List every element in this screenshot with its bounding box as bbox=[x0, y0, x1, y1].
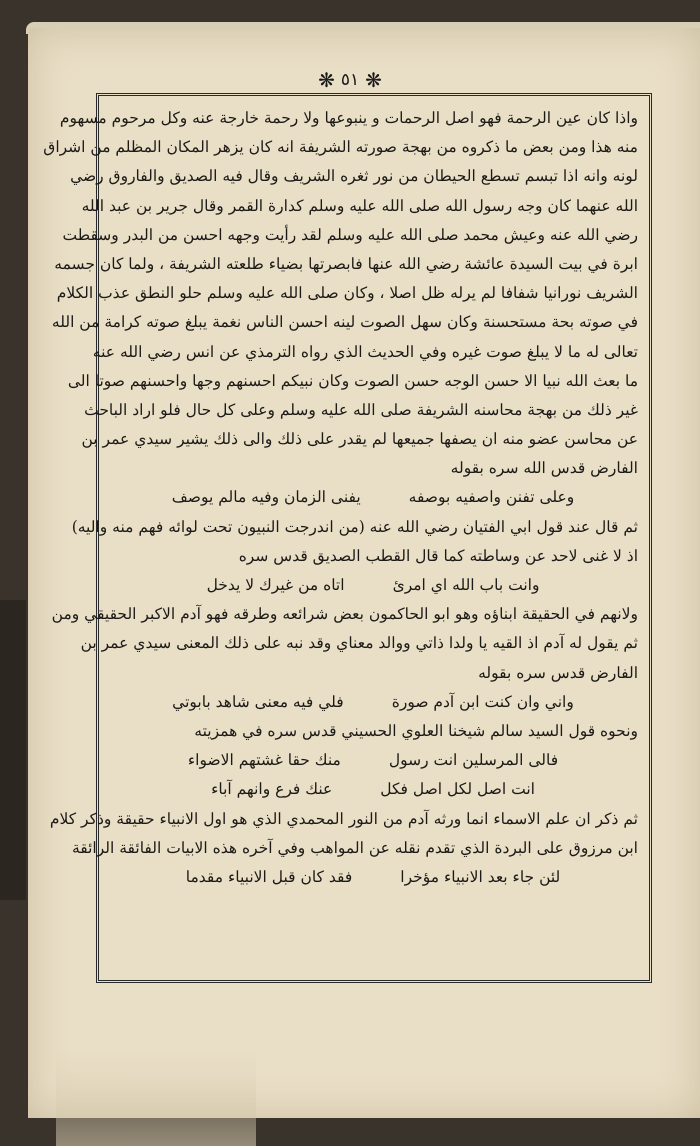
verse-hemistich: لئن جاء بعد الانبياء مؤخرا bbox=[400, 867, 561, 886]
verse-hemistich: فقد كان قبل الانبياء مقدما bbox=[185, 867, 353, 886]
text-line: عن محاسن عضو منه ان يصفها جميعها لم يقدر على ذلك والى ذلك يشير سيدي عمر بن bbox=[81, 430, 638, 449]
text-line: ثم قال عند قول ابي الفتيان رضي الله عنه (من اندرجت النبيون تحت لوائه فهم منه واليه) bbox=[71, 517, 638, 536]
verse bbox=[108, 863, 638, 892]
text-line: الله عنهما كان وجه رسول الله صلى الله عليه وسلم كدارة القمر وقال جرير بن عبد الله bbox=[81, 196, 638, 215]
text-line: ثم ذكر ان علم الاسماء انما ورثه آدم من النور المحمدي الذي هو اول الانبياء حقيقة وذكر كلام bbox=[49, 809, 638, 828]
text-line: ابن مرزوق على البردة الذي تقدم نقله عن المواهب وفي آخره هذه الابيات الفائقة الرائقة bbox=[71, 838, 638, 857]
text-line: واذا كان عين الرحمة فهو اصل الرحمات و ينبوعها ولا رحمة خارجة عنه وكل مرحوم مسهوم bbox=[59, 109, 638, 127]
verse bbox=[108, 571, 638, 600]
verse-hemistich: انت اصل لكل اصل فكل bbox=[380, 780, 535, 799]
ornament-icon: ❋ bbox=[318, 68, 335, 92]
text-line: الفارض قدس الله سره بقوله bbox=[450, 459, 638, 478]
verse-hemistich: اتاه من غيرك لا يدخل bbox=[206, 576, 345, 594]
text-line: ونحوه قول السيد سالم شيخنا العلوي الحسيني قدس سره في همزيته bbox=[194, 721, 638, 740]
verse-hemistich: وانت باب الله اي امرئ bbox=[392, 576, 540, 594]
verse-hemistich: يفنى الزمان وفيه مالم يوصف bbox=[171, 488, 361, 507]
text-line: منه هذا ومن بعض ما ذكروه من بهجة صورته الشريفة انه كان يزهر المكان المظلم من اشراق bbox=[43, 138, 638, 157]
text-line: الفارض قدس سره بقوله bbox=[478, 663, 638, 682]
text-line: ثم يقول له آدم اذ القيه يا ولدا ذاتي ووالد معناي وقد نبه على ذلك المعنى سيدي عمر بن bbox=[80, 634, 638, 653]
text-line: تعالى له ما لا يبلغ صوت غيره وفي الحديث الذي رواه الترمذي عن انس رضي الله عنه bbox=[92, 342, 638, 361]
text-line: الشريف نورانيا شفافا لم يرله ظل اصلا ، وكان صلى الله عليه وسلم حلو النطق عذب الكلام bbox=[56, 284, 638, 303]
text-line: رضي الله عنه وعيش محمد صلى الله عليه وسلم لقد رأيت وجهه احسن من البدر وسقطت bbox=[62, 225, 638, 244]
text-line: لونه وانه اذا تبسم تسطع الحيطان من نور ثغره الشريف وقال فيه الصديق والفاروق رضي bbox=[70, 167, 638, 186]
body-text bbox=[43, 104, 638, 892]
verse bbox=[108, 746, 638, 775]
verse-hemistich: منك حقا غشتهم الاضواء bbox=[187, 751, 341, 770]
verse-hemistich: عنك فرع وانهم آباء bbox=[211, 780, 333, 799]
page-number: ٥١ bbox=[340, 70, 360, 90]
text-line: اذ لا غنى لاحد عن وساطته كما قال القطب الصديق قدس سره bbox=[238, 546, 638, 565]
text-line: ابرة في بيت السيدة عائشة رضي الله عنها فابصرتها بضياء طلعته الشريفة ، ولما كان جسمه bbox=[54, 254, 638, 273]
text-line: ولانهم في الحقيقة ابناؤه وهو ابو الحاكمون بعض شرائعه وطرقه فهو آدم الاكبر الحقيقي ومن bbox=[51, 605, 638, 624]
verse-hemistich: فالى المرسلين انت رسول bbox=[388, 751, 559, 770]
ornament-icon: ❋ bbox=[365, 68, 382, 92]
verse-hemistich: فلي فيه معنى شاهد بابوتي bbox=[172, 692, 344, 711]
verse bbox=[108, 483, 638, 512]
verse bbox=[108, 688, 638, 717]
text-line: غير ذلك من بهجة محاسنه الشريفة صلى الله عليه وسلم وعلى كل حال فلو اراد الباحث bbox=[84, 400, 638, 419]
text-line: ما بعث الله نبيا الا حسن الوجه حسن الصوت وكان نبيكم احسنهم وجها واحسنهم صوتا الى bbox=[67, 371, 638, 390]
binding-shadow bbox=[0, 600, 26, 900]
verse-hemistich: وعلى تفنن واصفيه بوصفه bbox=[408, 488, 575, 507]
verse-hemistich: واني وان كنت ابن آدم صورة bbox=[391, 692, 574, 711]
text-line: في صوته بحة مستحسنة وكان سهل الصوت لينه احسن الناس نغمة يبلغ صوته كرامة من الله bbox=[51, 313, 638, 332]
verse bbox=[108, 775, 638, 804]
page-wear bbox=[56, 1048, 256, 1146]
